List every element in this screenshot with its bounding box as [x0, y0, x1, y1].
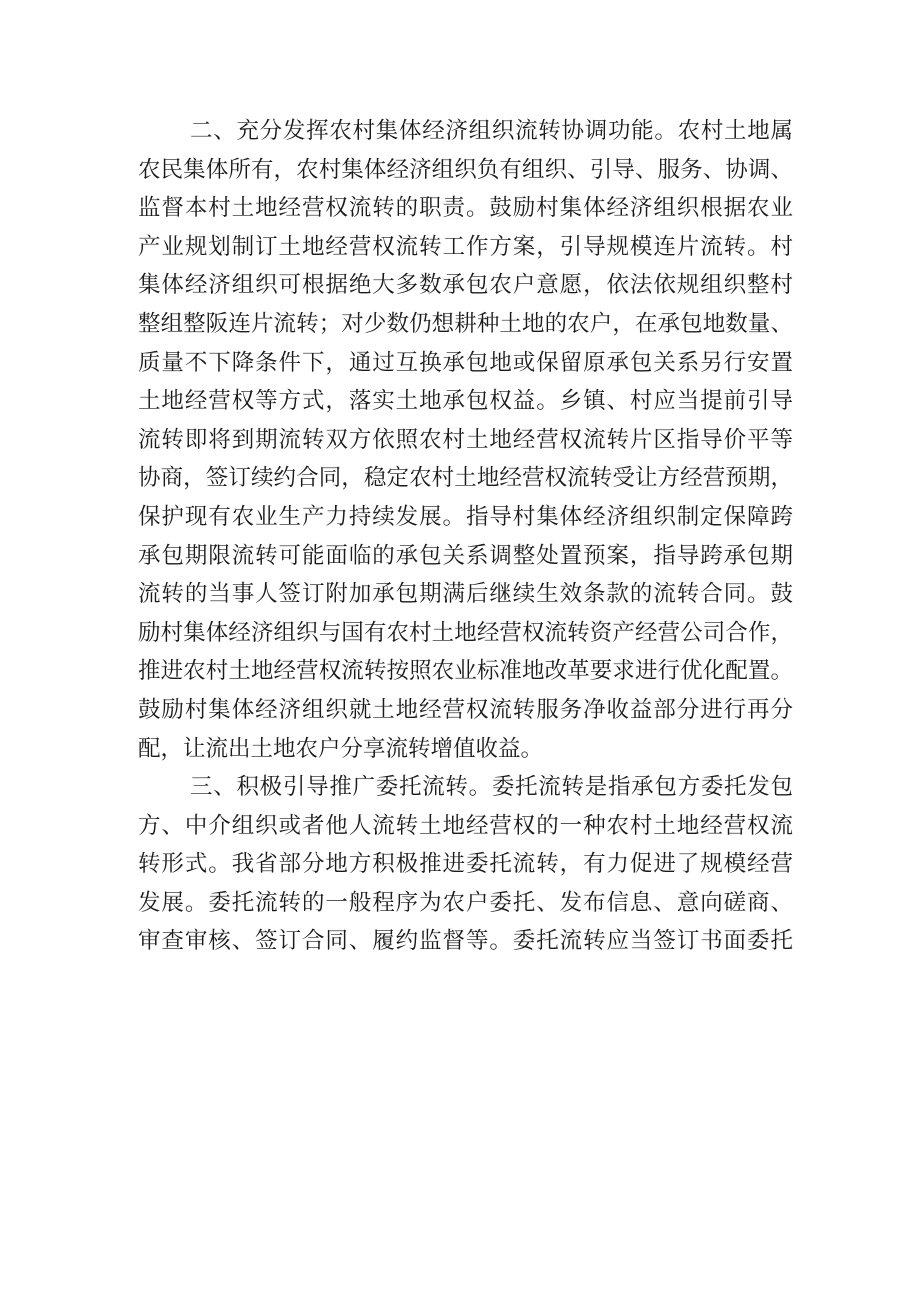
paragraph-line: 流转即将到期流转双方依照农村土地经营权流转片区指导价平等 [138, 426, 793, 453]
paragraph-line: 土地经营权等方式，落实土地承包权益。乡镇、村应当提前引导 [138, 388, 793, 415]
paragraph-line: 质量不下降条件下，通过互换承包地或保留原承包关系另行安置 [138, 349, 793, 376]
document-body [138, 112, 793, 961]
paragraph-line: 监督本村土地经营权流转的职责。鼓励村集体经济组织根据农业 [138, 195, 793, 222]
paragraph-line: 审查审核、签订合同、履约监督等。委托流转应当签订书面委托 [138, 928, 793, 955]
paragraph-line: 发展。委托流转的一般程序为农户委托、发布信息、意向磋商、 [138, 889, 793, 916]
paragraph-line: 承包期限流转可能面临的承包关系调整处置预案，指导跨承包期 [138, 542, 793, 569]
paragraph-line: 方、中介组织或者他人流转土地经营权的一种农村土地经营权流 [138, 812, 793, 839]
paragraph-line: 二、充分发挥农村集体经济组织流转协调功能。农村土地属 [190, 118, 793, 144]
paragraph-2 [138, 112, 793, 768]
paragraph-line: 三、积极引导推广委托流转。委托流转是指承包方委托发包 [190, 774, 793, 801]
paragraph-line: 转形式。我省部分地方积极推进委托流转，有力促进了规模经营 [138, 851, 793, 878]
paragraph-line: 励村集体经济组织与国有农村土地经营权流转资产经营公司合作， [138, 619, 793, 646]
paragraph-line: 集体经济组织可根据绝大多数承包农户意愿，依法依规组织整村 [138, 272, 793, 299]
paragraph-line: 农民集体所有，农村集体经济组织负有组织、引导、服务、协调、 [138, 156, 793, 183]
paragraph-line: 产业规划制订土地经营权流转工作方案，引导规模连片流转。村 [138, 233, 793, 260]
paragraph-line: 推进农村土地经营权流转按照农业标准地改革要求进行优化配置。 [138, 658, 793, 685]
paragraph-line: 协商，签订续约合同，稳定农村土地经营权流转受让方经营预期， [138, 465, 793, 492]
paragraph-line: 保护现有农业生产力持续发展。指导村集体经济组织制定保障跨 [138, 503, 793, 530]
paragraph-line: 整组整阪连片流转；对少数仍想耕种土地的农户，在承包地数量、 [138, 310, 793, 337]
paragraph-line: 流转的当事人签订附加承包期满后继续生效条款的流转合同。鼓 [138, 581, 793, 608]
paragraph-line: 鼓励村集体经济组织就土地经营权流转服务净收益部分进行再分 [138, 696, 793, 723]
paragraph-line: 配，让流出土地农户分享流转增值收益。 [138, 735, 544, 762]
paragraph-3 [138, 768, 793, 961]
